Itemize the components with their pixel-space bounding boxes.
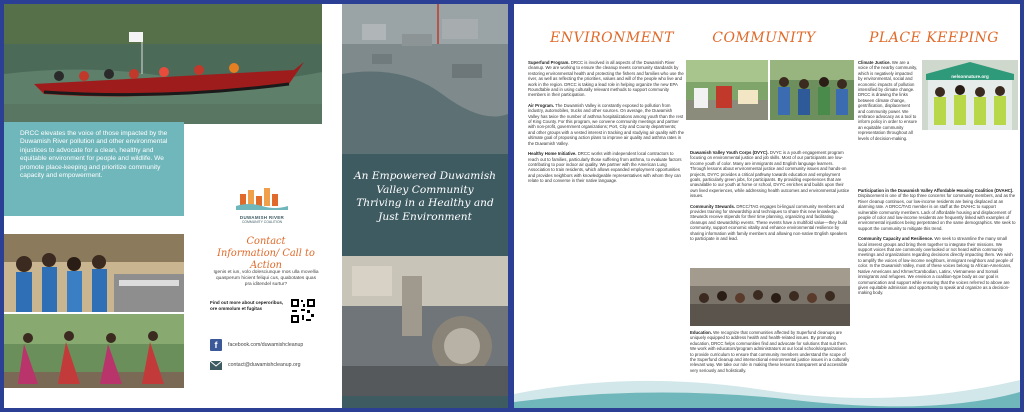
air-program-body: The Duwamish Valley is constantly exposed to pollution from industry, automobiles, trucks and other sources. On average, the Duwamish Valley has twice the number of asthma hospitalizations among youth than the rest of King County. For this program, we convene community meetings and partner with non-profit, government organizations; Port, City and County departments; and other groups with a vested interest in tracking and studying air quality with the ultimate goal of proposing action plans to improve air quality and asthma rates in the Duwamish Valley. (528, 102, 684, 146)
email-row[interactable] (210, 358, 330, 372)
superfund-body: DRCC is involved in all aspects of the Duwamish River cleanup. We are working to ensure the cleanup meets community standards by restoring environmental health and protecting the fishers and families who use the river, as well as reflecting the priorities, values and will of the people who live and work in the region. DRCC is taking a lead role in helping organize the new EPA Roundtable and in using culturally relevant methods to support community members in their participation. (528, 60, 684, 98)
dvyc-head: Duwamish Valley Youth Corps (DVYC). (690, 150, 769, 155)
wave-decoration (514, 364, 1020, 408)
capacity-body: We seek to streamline the many small local interest groups and bring them together to integrate their missions. We support voices that are commonly overlooked or not heard within community meetings and organizations regarding decisions directly impacting them. We wish to amplify the voices of low-income neighbors, immigrant neighbors and people of color. In the Duwamish Valley, most of these voices belong to African-Americans, Native Americans and Khmer/Cambodian, Latinx, Vietnamese and Somali immigrants and refugees. We envision a coalition-type body as our goal is communication and support while ensuring that the voices referred to above are given equitable admission and opportunity to speak and organize as a decision-making body. (858, 236, 1014, 296)
canoe-photo (4, 4, 322, 124)
email-icon (210, 361, 222, 370)
logo-text: DUWAMISH RIVER (239, 215, 285, 220)
contact-body: Igenis et iun, volo dolesciunque mos ulla movellia quasperum hicient feliqui cus, quabotates quas pra iditendel surtur? (213, 270, 319, 288)
stewards-body: DRCC/TAG engages bi-lingual community members and provides training for stewardship and techniques to share this new knowledge. Stewards receive stipends for their time planning, organizing and facilitating cleanups and stewardship events. These events have a multifold value—they build community, support economic vitality and enhance environmental resilience by sharing information with family members and allowing non-native English speakers to participate in and lead. (690, 203, 848, 242)
place-keeping-heading: PLACE KEEPING (869, 30, 999, 46)
community-column (690, 150, 850, 242)
dancers-photo (4, 314, 184, 388)
community-meeting-photo (690, 268, 850, 326)
community-photo-right (770, 60, 854, 120)
stewards-head: Community Stewards. (690, 203, 736, 209)
education-head: Education. (690, 330, 712, 335)
community-heading: COMMUNITY (712, 30, 816, 46)
dvahc-head: Participation in the Duwamish Valley Affordable Housing Coalition (DVAHC). (858, 188, 1014, 193)
healthy-home-head: Healthy Home Initiative. (528, 151, 577, 157)
find-more-text: Find out more about ceperoribus, ore ommolum et fugitas (210, 300, 284, 311)
youth-photo (4, 234, 184, 312)
qr-code (290, 298, 316, 324)
dvahc-body: Displacement is one of the top three concerns for community members, and as the River cleanup continues, our low-income residents are being displaced at an alarming rate. A DRCC/TAG member is on staff at the DVAHC to support vulnerable community members. Lack of affordable housing and displacement of people of color and low-income residents are frequently linked with examples of environmental injustices being perpetrated on the same demographics. We seek to support the community to mitigate this trend. (858, 193, 1016, 231)
coalition-logo (236, 186, 288, 228)
superfund-head: Superfund Program. (528, 60, 570, 65)
booth-banner-text: nelsonnature.org (951, 74, 989, 79)
facebook-icon: f (210, 339, 222, 351)
facebook-row[interactable] (210, 338, 330, 352)
mission-text: DRCC elevates the voice of those impacted by the Duwamish River pollution and other environmental injustices to advocate for a clean, healthy and equitable environment for people and wildlife. We promote place-keeping and prioritize community capacity and empowerment. (20, 130, 168, 180)
facebook-link[interactable]: facebook.com/duwamishcleanup (228, 342, 304, 348)
cover-title: An Empowered Duwamish Valley Community Thriving in a Healthy and Just Environment (354, 170, 496, 223)
healthy-home-body: DRCC works with independent local contractors to reach out to families, particularly those suffering from asthma, to evaluate factors contributing to poor indoor air quality. We partner with the American Lung Association to train residents, which allows expanded employment opportunities and provides neighbors with knowledgeable representatives with whom they can relate to and converse in their native language. (528, 151, 682, 184)
climate-justice-body: We are a voice of the nearby community, which is negatively impacted by environmental, social and economic impacts of pollution intensified by climate change. DRCC is drawing the links between climate change, gentrification, displacement and community power. We embrace advocacy as a tool to inform policy in order to ensure an equitable community representation throughout all levels of decision-making. (858, 60, 918, 141)
contact-heading: Contact Information/ Call to Action (217, 236, 315, 271)
environment-heading: ENVIRONMENT (550, 30, 675, 46)
community-photo-left (686, 60, 768, 120)
cover-panel (342, 4, 508, 408)
environment-column (528, 60, 684, 184)
education-body: We recognize that communities affected by Superfund cleanups are uniquely equipped to address health and health-related issues. By promoting education, DRCC helps communities find and advocate for solutions that suit them. We work with educators/program administrators at our local schools/organizations to provide curriculum to ensure that community members understand the scope of the Superfund cleanup and intersectional environmental justice issues in a culturally relevant way. We take our role in making these lessons transparent and accessible very seriously and holistically. (690, 330, 850, 373)
place-keeping-column (858, 188, 1016, 296)
logo-subtext: COMMUNITY COALITION (241, 220, 283, 224)
air-program-head: Air Program. (528, 102, 555, 108)
climate-justice-paragraph (858, 60, 918, 141)
mission-box (4, 122, 184, 216)
email-link[interactable]: contact@duwamishcleanup.org (228, 362, 301, 368)
climate-justice-head: Climate Justice. (858, 60, 891, 65)
dvyc-body: DVYC is a youth engagement program focusing on environmental justice and job skills. Most of our participants are low-income youth of color. Many are immigrants and English language learners. Through lessons about environmental justice and community issues and hands-on projects, DVYC provides a critical pathway towards education and employment goals, particularly green jobs, for participants. By providing experiences that are unavailable to our youth at home or school, DVYC enriches and builds upon their own lived experiences, while addressing health outcomes and environmental justice issues. (690, 150, 850, 199)
brochure-inside-spread (514, 4, 1020, 408)
booth-photo (922, 60, 1018, 130)
capacity-head: Community Capacity and Resilience. (858, 236, 934, 242)
brochure-outside-spread (4, 4, 508, 408)
